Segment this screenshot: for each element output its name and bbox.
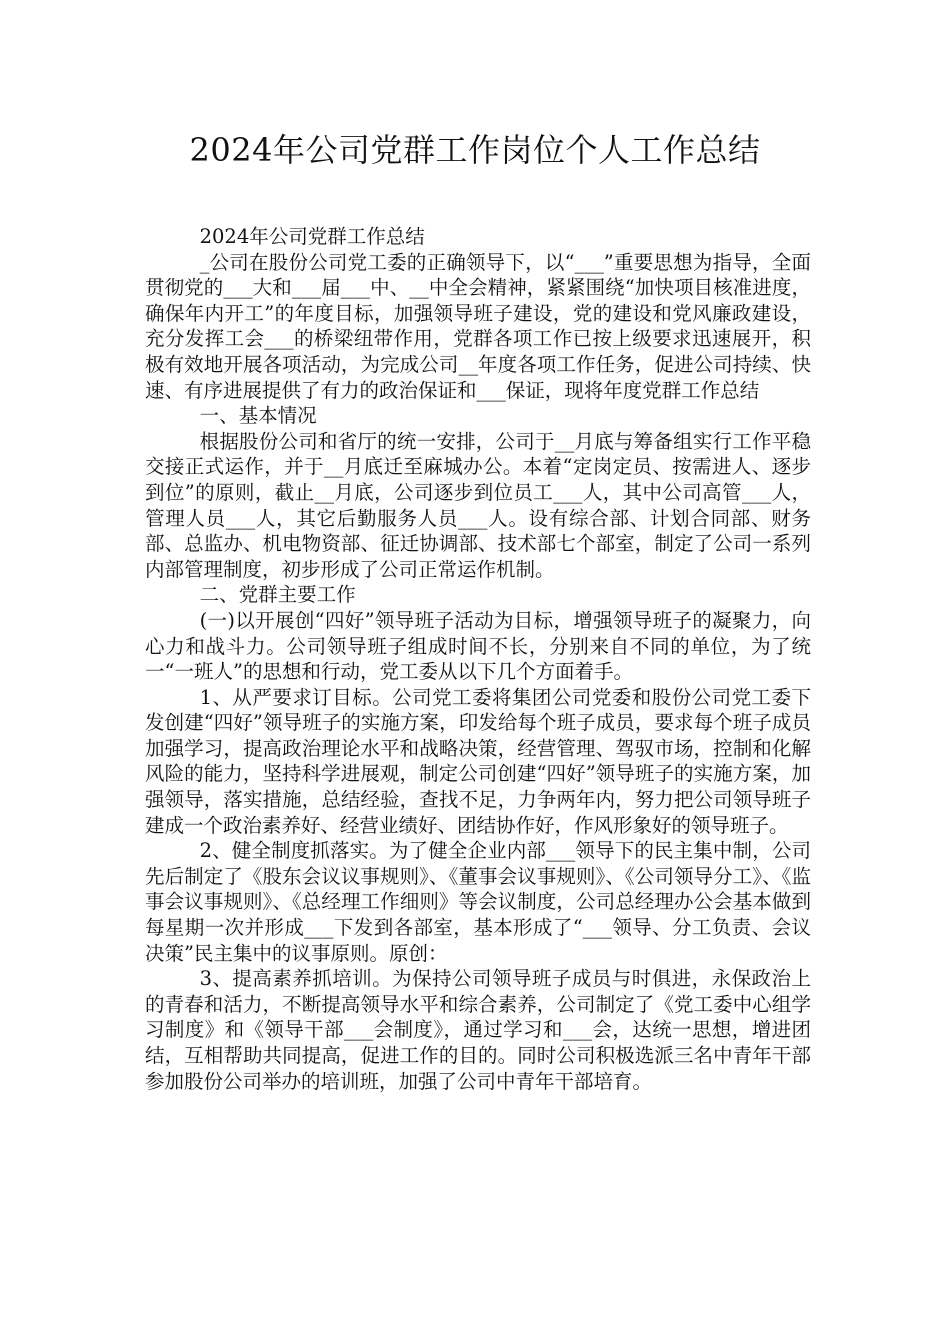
section-heading-main-work: 二、党群主要工作 <box>199 583 356 607</box>
paragraph-subtitle: 2024年公司党群工作总结 <box>199 225 425 248</box>
paragraph-item-2: 2、健全制度抓落实。为了健全企业内部___领导下的民主集中制，公司先后制定了《股东会议议事规则》、《董事会议事规则》、《公司领导分工》、《监事会议事规则》、《总经理工作细则》等会议制度，公司总经理办公会基本做到每星期一次并形成___下发到各部室，基本形成了“___领导、分工负责、会议决策”民主集中的议事原则。原创： <box>145 839 811 965</box>
paragraph-item-3: 3、提高素养抓培训。为保持公司领导班子成员与时俱进，永保政治上的青春和活力，不断提高领导水平和综合素养，公司制定了《党工委中心组学习制度》和《领导干部___会制度》，通过学习和___会，达统一思想，增进团结，互相帮助共同提高，促进工作的目的。同时公司积极选派三名中青年干部参加股份公司举办的培训班，加强了公司中青年干部培育。 <box>145 967 811 1093</box>
document-body <box>145 224 811 1094</box>
paragraph-basic-situation: 根据股份公司和省厅的统一安排，公司于__月底与筹备组实行工作平稳交接正式运作，并于__月底迁至麻城办公。本着“定岗定员、按需进人、逐步到位”的原则，截止__月底，公司逐步到位员工___人，其中公司高管___人，管理人员___人，其它后勤服务人员___人。设有综合部、计划合同部、财务部、总监办、机电物资部、征迁协调部、技术部七个部室，制定了公司一系列内部管理制度，初步形成了公司正常运作机制。 <box>145 429 811 581</box>
section-heading-basic: 一、基本情况 <box>199 404 317 428</box>
paragraph-item-1: 1、从严要求订目标。公司党工委将集团公司党委和股份公司党工委下发创建“四好”领导班子的实施方案，印发给每个班子成员，要求每个班子成员加强学习，提高政治理论水平和战略决策，经营管理、驾驭市场，控制和化解风险的能力，坚持科学进展观，制定公司创建“四好”领导班子的实施方案，加强领导，落实措施，总结经验，查找不足，力争两年内，努力把公司领导班子建成一个政治素养好、经营业绩好、团结协作好，作风形象好的领导班子。 <box>145 685 811 837</box>
paragraph-main-work-1: (一)以开展创“四好”领导班子活动为目标，增强领导班子的凝聚力，向心力和战斗力。公司领导班子组成时间不长，分别来自不同的单位，为了统一“一班人”的思想和行动，党工委从以下几个方面着手。 <box>145 608 811 684</box>
document-title: 2024年公司党群工作岗位个人工作总结 <box>189 131 761 169</box>
paragraph-intro: _公司在股份公司党工委的正确领导下，以“___”重要思想为指导，全面贯彻党的___大和___届___中、__中全会精神，紧紧围绕“加快项目核准进度，确保年内开工”的年度目标，加强领导班子建设，党的建设和党风廉政建设，充分发挥工会___的桥梁纽带作用，党群各项工作已按上级要求迅速展开，积极有效地开展各项活动，为完成公司__年度各项工作任务，促进公司持续、快速、有序进展提供了有力的政治保证和___保证，现将年度党群工作总结 <box>145 250 811 402</box>
